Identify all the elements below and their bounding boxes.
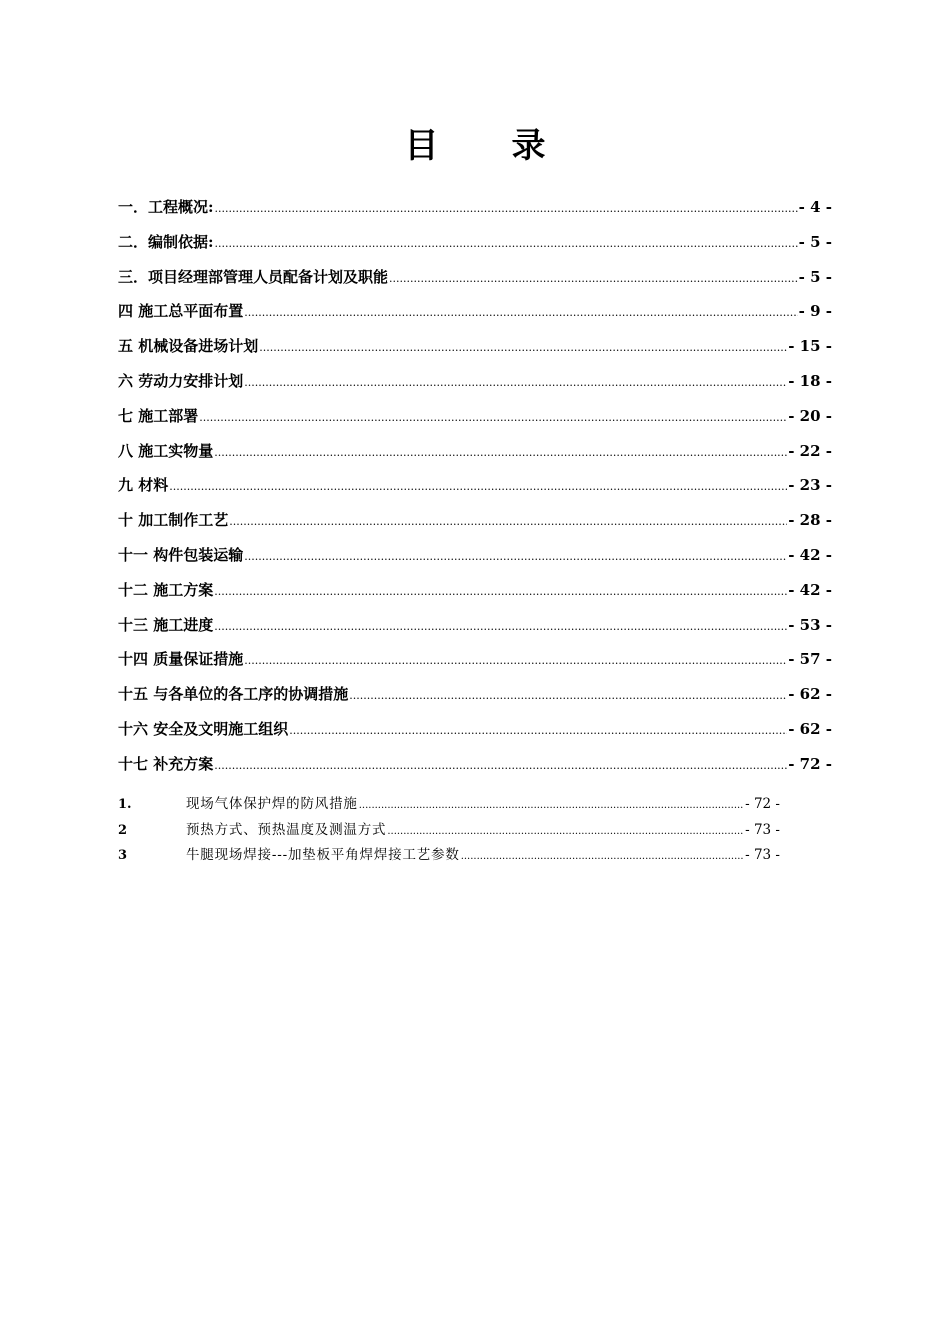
toc-subentry-page: - 73 -: [745, 847, 780, 863]
toc-subentry-label: 牛腿现场焊接---加垫板平角焊焊接工艺参数: [186, 847, 460, 863]
toc-entry-page: - 5 -: [798, 232, 832, 251]
dot-leader: [214, 759, 787, 772]
toc-entry-page: - 72 -: [788, 754, 832, 773]
toc-entry-page: - 53 -: [788, 615, 832, 634]
toc-subentry-page: - 72 -: [745, 796, 780, 812]
dot-leader: [215, 237, 798, 250]
toc-entry-page: - 62 -: [788, 719, 832, 738]
toc-entry-label: 十二 施工方案: [118, 580, 214, 599]
dot-leader: [389, 272, 798, 285]
toc-entry-label: 二．编制依据:: [118, 232, 214, 251]
toc-entry[interactable]: [118, 231, 832, 266]
toc-entry-page: - 4 -: [798, 198, 832, 216]
toc-entry-label: 十四 质量保证措施: [118, 650, 244, 669]
toc-entry[interactable]: [118, 196, 832, 231]
toc-entry[interactable]: [118, 718, 832, 753]
toc-entry-page: - 20 -: [788, 406, 832, 425]
dot-leader: [349, 689, 787, 702]
dot-leader: [259, 341, 787, 354]
toc-entry-label: 十六 安全及文明施工组织: [118, 719, 289, 738]
toc-entry-label: 六 劳动力安排计划: [118, 371, 244, 390]
dot-leader: [244, 550, 787, 563]
toc-entry-page: - 9 -: [798, 302, 832, 321]
toc-entry-label: 十五 与各单位的各工序的协调措施: [118, 685, 349, 704]
toc-entry-label: 三．项目经理部管理人员配备计划及职能: [118, 267, 389, 286]
dot-leader: [169, 480, 787, 493]
toc-entry[interactable]: [118, 440, 832, 475]
toc-entry-label: 八 施工实物量: [118, 441, 214, 460]
dot-leader: [229, 515, 787, 528]
toc-entry[interactable]: [118, 614, 832, 649]
dot-leader: [244, 376, 787, 389]
toc-entry-page: - 5 -: [798, 267, 832, 286]
toc-subentry-number: 1.: [118, 797, 132, 812]
toc-entry[interactable]: [118, 266, 832, 301]
toc-subentry-label: 现场气体保护焊的防风措施: [186, 796, 358, 812]
toc-sublist: [118, 792, 780, 869]
toc-entry-label: 一．工程概况:: [118, 198, 214, 216]
dot-leader: [215, 202, 798, 215]
dot-leader: [387, 826, 744, 837]
toc-entry[interactable]: [118, 474, 832, 509]
toc-entry-page: - 62 -: [788, 685, 832, 704]
dot-leader: [214, 585, 787, 598]
toc-subentry-number: 2: [118, 822, 128, 838]
dot-leader: [214, 446, 787, 459]
toc-entry[interactable]: [118, 335, 832, 370]
toc-subentry-number: 3: [118, 848, 128, 863]
toc-entry-label: 十七 补充方案: [118, 754, 214, 773]
toc-subentry[interactable]: [118, 843, 780, 869]
toc-entry[interactable]: [118, 509, 832, 544]
toc-entry-label: 十一 构件包装运输: [118, 545, 244, 564]
toc-entry[interactable]: [118, 544, 832, 579]
toc-list: [118, 196, 832, 788]
toc-entry-label: 四 施工总平面布置: [118, 302, 244, 321]
toc-subentry-label: 预热方式、预热温度及测温方式: [186, 821, 387, 838]
toc-subentry[interactable]: [118, 818, 780, 844]
toc-entry-page: - 15 -: [788, 337, 832, 356]
toc-entry-label: 七 施工部署: [118, 406, 199, 425]
dot-leader: [289, 724, 787, 737]
dot-leader: [359, 800, 744, 811]
page-title: 目 录: [404, 126, 577, 166]
toc-entry[interactable]: [118, 300, 832, 335]
toc-entry-label: 十三 施工进度: [118, 615, 214, 634]
toc-entry-page: - 28 -: [788, 511, 832, 530]
toc-entry[interactable]: [118, 648, 832, 683]
dot-leader: [199, 411, 787, 424]
toc-entry[interactable]: [118, 405, 832, 440]
toc-entry-label: 十 加工制作工艺: [118, 511, 229, 530]
toc-subentry-page: - 73 -: [745, 821, 780, 838]
toc-subentry[interactable]: [118, 792, 780, 818]
dot-leader: [461, 851, 744, 862]
dot-leader: [244, 654, 787, 667]
toc-entry-page: - 22 -: [788, 441, 832, 460]
toc-entry-label: 九 材料: [118, 476, 169, 495]
toc-entry[interactable]: [118, 753, 832, 788]
toc-entry-page: - 18 -: [788, 371, 832, 390]
toc-entry-page: - 23 -: [788, 476, 832, 495]
toc-entry[interactable]: [118, 683, 832, 718]
toc-entry[interactable]: [118, 370, 832, 405]
toc-entry[interactable]: [118, 579, 832, 614]
dot-leader: [214, 620, 787, 633]
toc-entry-page: - 57 -: [788, 650, 832, 669]
toc-entry-label: 五 机械设备进场计划: [118, 337, 259, 356]
dot-leader: [244, 306, 797, 319]
toc-entry-page: - 42 -: [788, 545, 832, 564]
toc-entry-page: - 42 -: [788, 580, 832, 599]
